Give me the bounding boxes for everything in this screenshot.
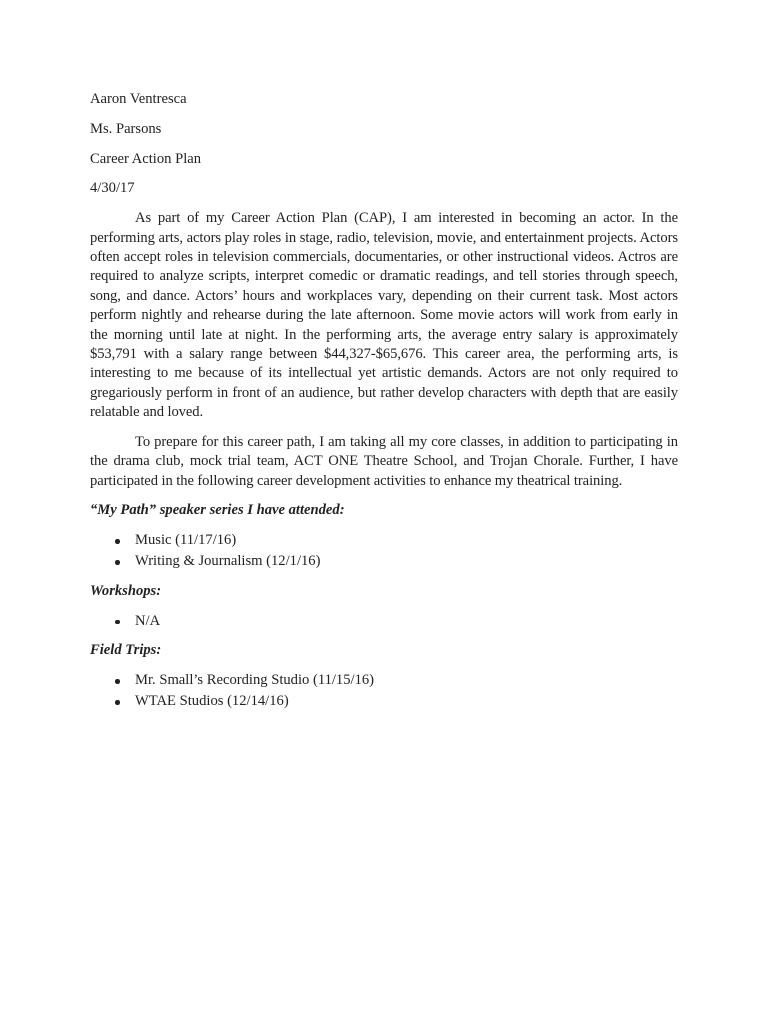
bullet-icon [115, 700, 120, 705]
teacher-name: Ms. Parsons [90, 120, 162, 137]
list-item-text: WTAE Studios (12/14/16) [135, 693, 289, 710]
bullet-icon [115, 620, 120, 625]
list-item [90, 671, 678, 690]
body-paragraph-2: To prepare for this career path, I am taking all my core classes, in addition to participating in the drama club, mock trial team, ACT ONE Theatre School, and Trojan Chorale. Further, I have participated in the following career development activities to enhance my theatrical training. [90, 433, 678, 489]
list-item-text: Mr. Small’s Recording Studio (11/15/16) [135, 672, 375, 689]
workshops-list [90, 612, 678, 631]
speaker-series-heading: “My Path” speaker series I have attended: [90, 502, 345, 519]
document-content [90, 90, 678, 722]
bullet-icon [115, 560, 120, 565]
list-item [90, 612, 678, 631]
list-item-text: N/A [135, 612, 161, 629]
list-item [90, 531, 678, 550]
bullet-icon [115, 679, 120, 684]
list-item [90, 552, 678, 571]
list-item-text: Music (11/17/16) [135, 532, 237, 549]
field-trips-heading: Field Trips: [90, 642, 162, 659]
bullet-icon [115, 539, 120, 544]
body-paragraph-1: As part of my Career Action Plan (CAP), I am interested in becoming an actor. In the performing arts, actors play roles in stage, radio, television, movie, and entertainment projects. Actors often accept roles in television commercials, documentaries, or other instructional videos. Actros are required to analyze scripts, interpret comedic or dramatic readings, and tell stories through speech, song, and dance. Actors’ hours and workplaces vary, depending on their current task. Most actors perform nightly and rehearse during the late afternoon. Some movie actors will work from early in the morning until late at night. In the performing arts, the average entry salary is approximately $53,791 with a salary range between $44,327-$65,676. This career area, the performing arts, is interesting to me because of its intellectual yet artistic demands. Actors are not only required to gregariously perform in front of an audience, but rather develop characters with depth that are easily relatable and loved. [90, 210, 678, 421]
workshops-heading: Workshops: [90, 582, 162, 599]
list-item [90, 692, 678, 711]
student-name: Aaron Ventresca [90, 91, 187, 107]
speaker-series-list [90, 531, 678, 571]
list-item-text: Writing & Journalism (12/1/16) [135, 553, 321, 570]
document-subject: Career Action Plan [90, 150, 202, 167]
field-trips-list [90, 671, 678, 711]
document-date: 4/30/17 [90, 180, 135, 197]
